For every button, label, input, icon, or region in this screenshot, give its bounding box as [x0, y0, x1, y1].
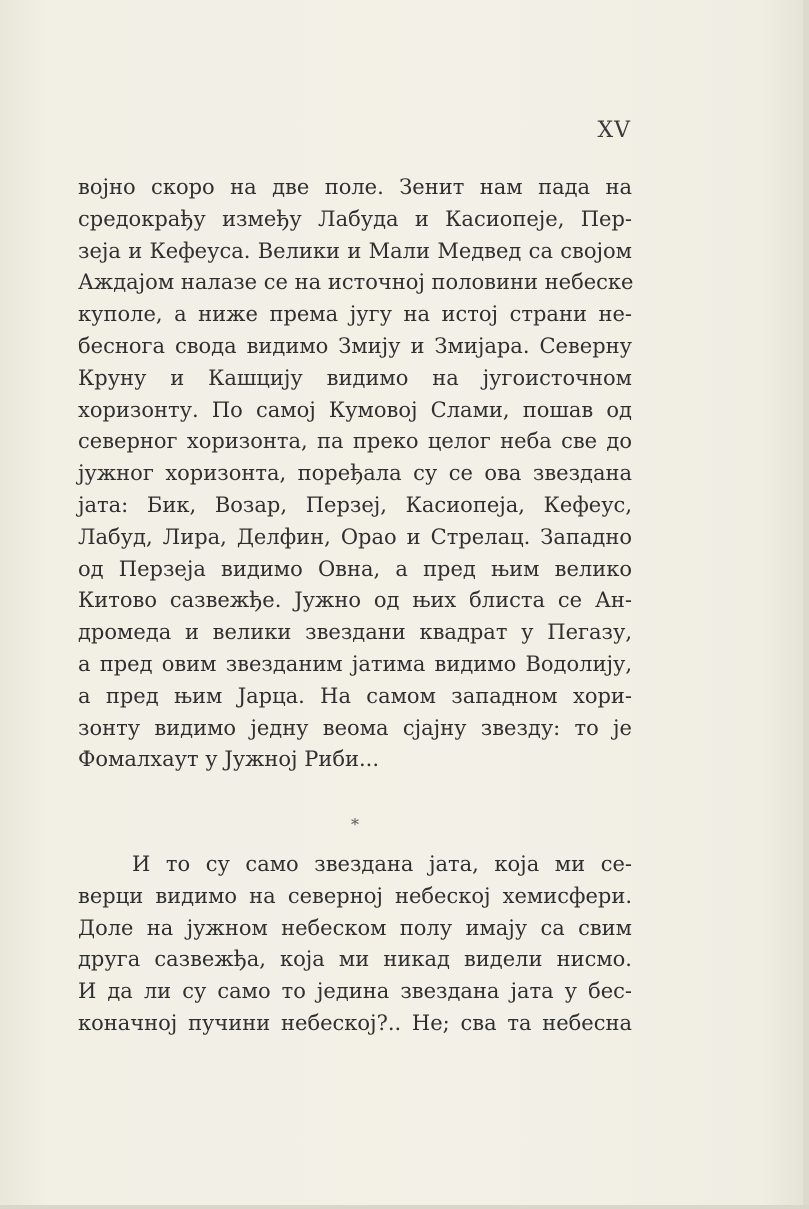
text-line: а пред њим Јарца. На самом западном хори- — [78, 683, 632, 708]
text-line: Китово сазвежђе. Јужно од њих блиста се Ан- — [78, 588, 632, 613]
text-line: И да ли су само то једина звездана јата у бес- — [78, 979, 632, 1004]
text-line: верци видимо на северној небеској хемисфери. — [78, 883, 632, 908]
text-line: Аждајом налазе се на источној половини небеске — [78, 270, 634, 295]
text-line: дромеда и велики звездани квадрат у Пегазу, — [78, 620, 632, 645]
text-line: војно скоро на две поле. Зенит нам пада на — [78, 175, 632, 199]
text-line: хоризонту. По самој Кумовој Слами, пошав од — [78, 397, 632, 422]
text-line: средокрађу између Лабуда и Касиопеје, Пер- — [78, 206, 632, 231]
text-line: друга сазвежђа, која ми никад видели нисмо. — [78, 947, 632, 972]
text-line: беснога свода видимо Змију и Змијара. Северну — [78, 333, 632, 358]
text-line: зонту видимо једну веома сјајну звезду: то је — [78, 715, 632, 740]
page-edge-bottom — [0, 1205, 809, 1209]
text-line: И то су само звездана јата, која ми се- — [132, 852, 632, 876]
page-number: XV — [597, 118, 631, 143]
section-separator: * — [351, 815, 359, 834]
text-line: Лабуд, Лира, Делфин, Орао и Стрелац. Западно — [78, 524, 632, 549]
text-line: Доле на јужном небеском полу имају са свим — [78, 915, 632, 940]
page-edge-right — [803, 0, 809, 1209]
text-line: куполе, а ниже према југу на истој страни не- — [78, 302, 632, 327]
text-line: Круну и Кашцију видимо на југоисточном — [78, 365, 632, 390]
text-line: конaчној пучини небеској?.. Не; сва та небесна — [78, 1010, 632, 1035]
text-line: а пред овим звезданим јатима видимо Водолију, — [78, 651, 632, 676]
text-line: Фомалхаут у Јужној Риби... — [78, 747, 380, 772]
text-line: северног хоризонта, па преко целог неба све до — [78, 429, 632, 454]
paragraph-2 — [78, 849, 632, 1040]
text-line: зеја и Кефеуса. Велики и Мали Медвед са својом — [78, 238, 632, 263]
text-line: јужног хоризонта, поређала су се ова звездана — [78, 461, 632, 486]
paragraph-1 — [78, 172, 632, 776]
text-line: од Перзеја видимо Овна, а пред њим велико — [78, 556, 632, 581]
text-line: јата: Бик, Возар, Перзеј, Касиопеја, Кефеус, — [78, 492, 632, 517]
